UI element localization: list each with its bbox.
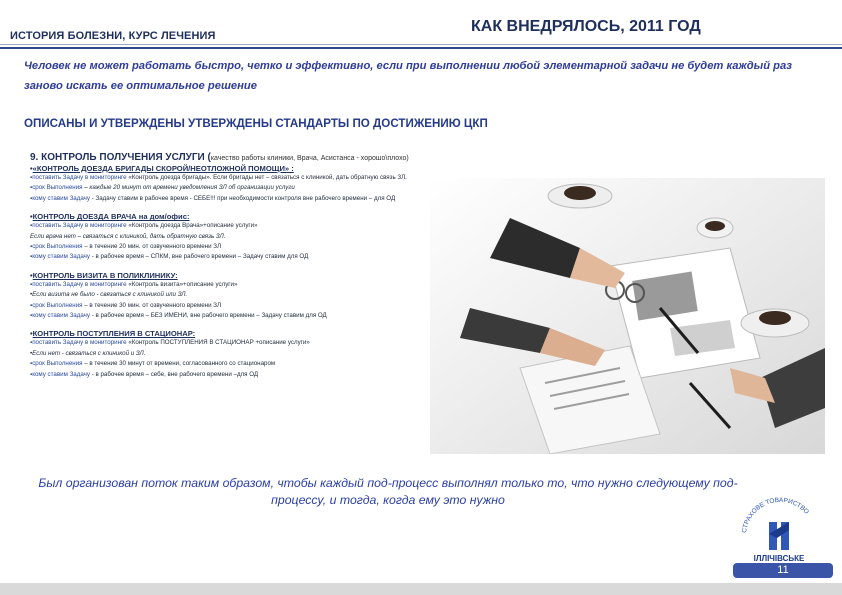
logo-mark-icon [736, 494, 822, 564]
block-line: ▪кому ставим Задачу - Задачу ставим в рабочее время - СЕБЕ!!! при необходимости контроля вне рабочего времени – для ОД [30, 194, 396, 202]
block-line: ▪срок Выполнения – в течение 30 минут от времени, согласованного со стационаром [30, 360, 276, 368]
header-right-title: КАК ВНЕДРЯЛОСЬ, 2011 ГОД [471, 18, 701, 35]
block-line: ▪срок Выполнения – в течение 20 мин. от озвученного времени ЗЛ [30, 243, 221, 251]
control-standards [30, 152, 450, 380]
section-title-main: 9. КОНТРОЛЬ ПОЛУЧЕНИЯ УСЛУГИ ( [30, 152, 211, 163]
meeting-photo [430, 178, 825, 454]
block-line: Если врача нет – связаться с клиникой, дать обратную связь ЗЛ. [30, 232, 226, 240]
block-line: ▪кому ставим Задачу - в рабочее время – СПКМ, вне рабочего времени – Задачу ставим для ОД [30, 253, 309, 261]
block-line: ▪поставить Задачу в мониторинге «Контроль доезда бригады». Если бригады нет – связаться с клиникой, дать обратную связь ЗЛ. [30, 174, 407, 181]
section-title-note: качество работы клиники, Врача, Асистанса - хорошо\плохо) [210, 155, 409, 162]
meeting-photo-illustration [430, 178, 825, 454]
logo-arc-text: СТРАХОВЕ ТОВАРИСТВО [741, 496, 810, 534]
block-heading: •«КОНТРОЛЬ ДОЕЗДА БРИГАДЫ СКОРОЙ/НЕОТЛОЖНОЙ ПОМОЩИ» : [30, 164, 294, 173]
header-left-title: ИСТОРИЯ БОЛЕЗНИ, КУРС ЛЕЧЕНИЯ [10, 30, 216, 42]
logo-name: ІЛЛІЧІВСЬКЕ [753, 554, 805, 563]
block-line: ▪поставить Задачу в мониторинге «Контроль визита»+описание услуги» [30, 280, 238, 288]
block-heading: •КОНТРОЛЬ ПОСТУПЛЕНИЯ В СТАЦИОНАР: [30, 329, 196, 339]
block-line: ▪срок Выполнения – каждые 20 минут от времени уведомления ЗЛ об организации услуги [30, 184, 295, 192]
section-title [30, 152, 450, 163]
block-line: ▪срок Выполнения – в течение 30 мин. от озвученного времени ЗЛ [30, 301, 221, 309]
block-line: •Если нет - связаться с клиникой и ЗЛ. [30, 349, 146, 357]
block-heading: •КОНТРОЛЬ ВИЗИТА В ПОЛИКЛИНИКУ: [30, 270, 178, 280]
standards-heading: ОПИСАНЫ И УТВЕРЖДЕНЫ УТВЕРЖДЕНЫ СТАНДАРТЫ ПО ДОСТИЖЕНИЮ ЦКП [24, 117, 488, 130]
block-line: ▪кому ставим Задачу - в рабочее время – себе, вне рабочего времени –для ОД [30, 370, 259, 378]
page-number: 11 [777, 564, 789, 576]
block-line: ▪кому ставим Задачу - в рабочее время – БЕЗ ИМЕНИ, вне рабочего времени – Задачу ставим для ОД [30, 312, 327, 320]
intro-text: Человек не может работать быстро, четко и эффективно, если при выполнении любой элементарной задачи не будет каждый раз заново искать ее оптимальное решение [24, 60, 792, 92]
block-line: •Если визита не было - связаться с клиникой или ЗЛ. [30, 291, 188, 299]
closing-statement: Был организован поток таким образом, чтобы каждый под-процесс выполнял только то, что нужно следующему под-процессу, и тогда, когда ему это нужно [38, 476, 738, 507]
block-line: ▪поставить Задачу в мониторинге «Контроль ПОСТУПЛЕНИЯ В СТАЦИОНАР +описание услуги» [30, 339, 310, 347]
header-divider-thin [0, 44, 842, 45]
company-logo [736, 494, 822, 564]
footer-band [0, 583, 842, 595]
block-heading: •КОНТРОЛЬ ДОЕЗДА ВРАЧА на дом/офис: [30, 212, 190, 222]
header-divider-thick [0, 47, 842, 49]
block-line: ▪поставить Задачу в мониторинге «Контроль доезда Врача»+описание услуги» [30, 222, 258, 230]
